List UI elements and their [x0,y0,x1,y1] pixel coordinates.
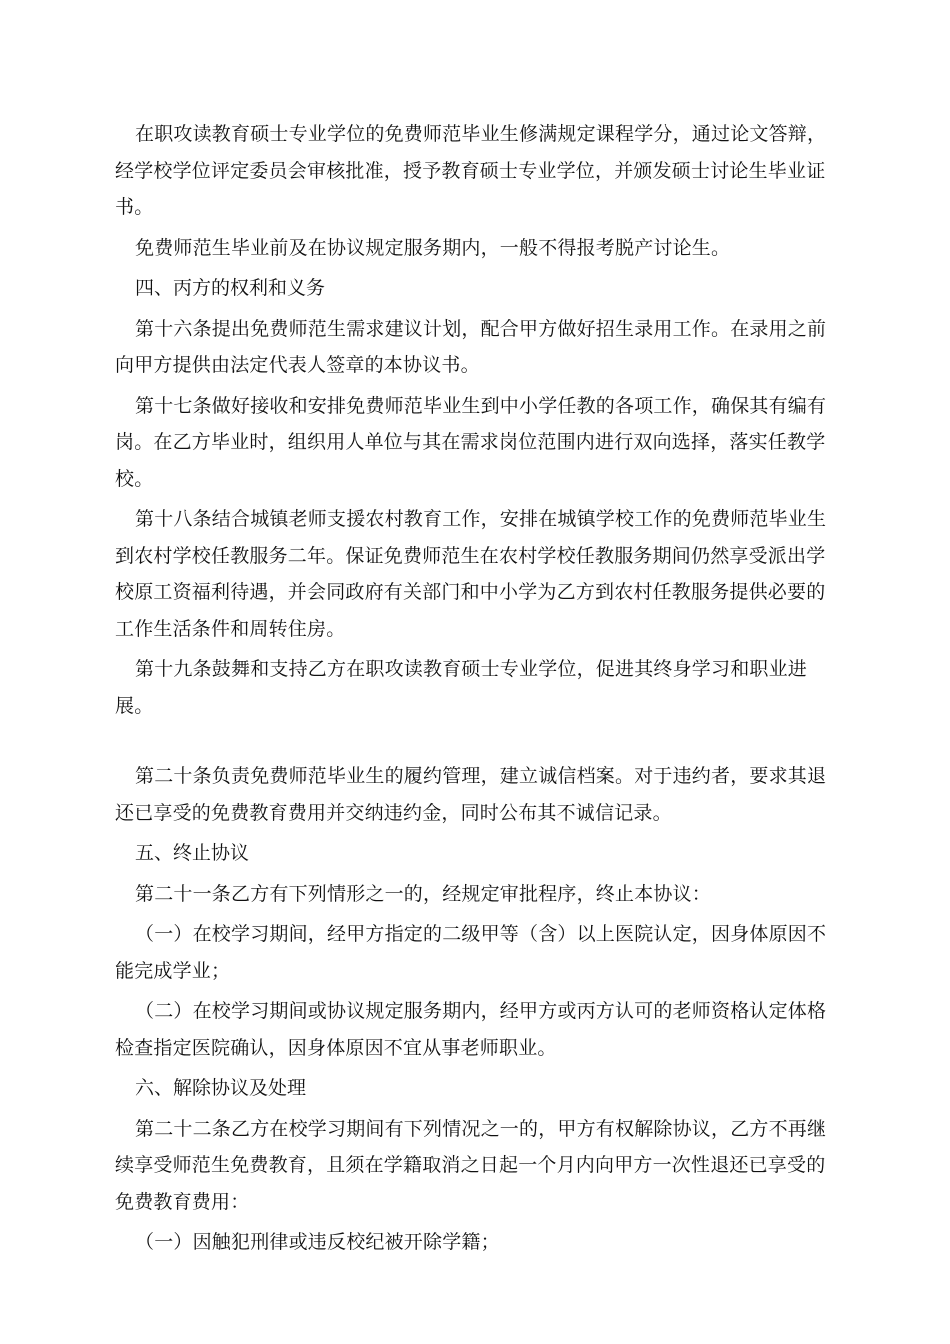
article-16: 第十六条提出免费师范生需求建议计划，配合甲方做好招生录用工作。在录用之前向甲方提供由法定代表人签章的本协议书。 [115,317,827,376]
article-19: 第十九条鼓舞和支持乙方在职攻读教育硕士专业学位，促进其终身学习和职业进展。 [115,658,808,717]
section-heading-party-c-rights: 四、丙方的权利和义务 [135,277,326,299]
article-18: 第十八条结合城镇老师支援农村教育工作，安排在城镇学校工作的免费师范毕业生到农村学校任教服务二年。保证免费师范生在农村学校任教服务期间仍然享受派出学校原工资福利待遇，并会同政府有关部门和中小学为乙方到农村任教服务提供必要的工作生活条件和周转住房。 [115,508,827,640]
article-17: 第十七条做好接收和安排免费师范毕业生到中小学任教的各项工作，确保其有编有岗。在乙方毕业时，组织用人单位与其在需求岗位范围内进行双向选择，落实任教学校。 [115,394,827,490]
paragraph-gap [115,728,843,758]
article-21: 第二十一条乙方有下列情形之一的，经规定审批程序，终止本协议： [135,882,712,905]
paragraph-no-fulltime-exam: 免费师范生毕业前及在协议规定服务期内，一般不得报考脱产讨论生。 [135,236,731,259]
article-22-item-1: （一）因触犯刑律或违反校纪被开除学籍； [135,1231,500,1253]
article-20: 第二十条负责免费师范毕业生的履约管理，建立诚信档案。对于违约者，要求其退还已享受的免费教育费用并交纳违约金，同时公布其不诚信记录。 [115,765,827,824]
article-21-item-2: （二）在校学习期间或协议规定服务期内，经甲方或丙方认可的老师资格认定体格检查指定医院确认，因身体原因不宜从事老师职业。 [115,1000,827,1059]
section-heading-terminate: 五、终止协议 [135,842,250,864]
article-22: 第二十二条乙方在校学习期间有下列情况之一的，甲方有权解除协议，乙方不再继续享受师范生免费教育，且须在学籍取消之日起一个月内向甲方一次性退还已享受的免费教育费用： [115,1117,827,1213]
paragraph-degree-award: 在职攻读教育硕士专业学位的免费师范毕业生修满规定课程学分，通过论文答辩，经学校学位评定委员会审核批准，授予教育硕士专业学位，并颁发硕士讨论生毕业证书。 [115,123,827,218]
document-body [115,116,843,1265]
section-heading-dissolve: 六、解除协议及处理 [135,1077,307,1099]
article-21-item-1: （一）在校学习期间，经甲方指定的二级甲等（含）以上医院认定，因身体原因不能完成学业； [115,923,827,982]
